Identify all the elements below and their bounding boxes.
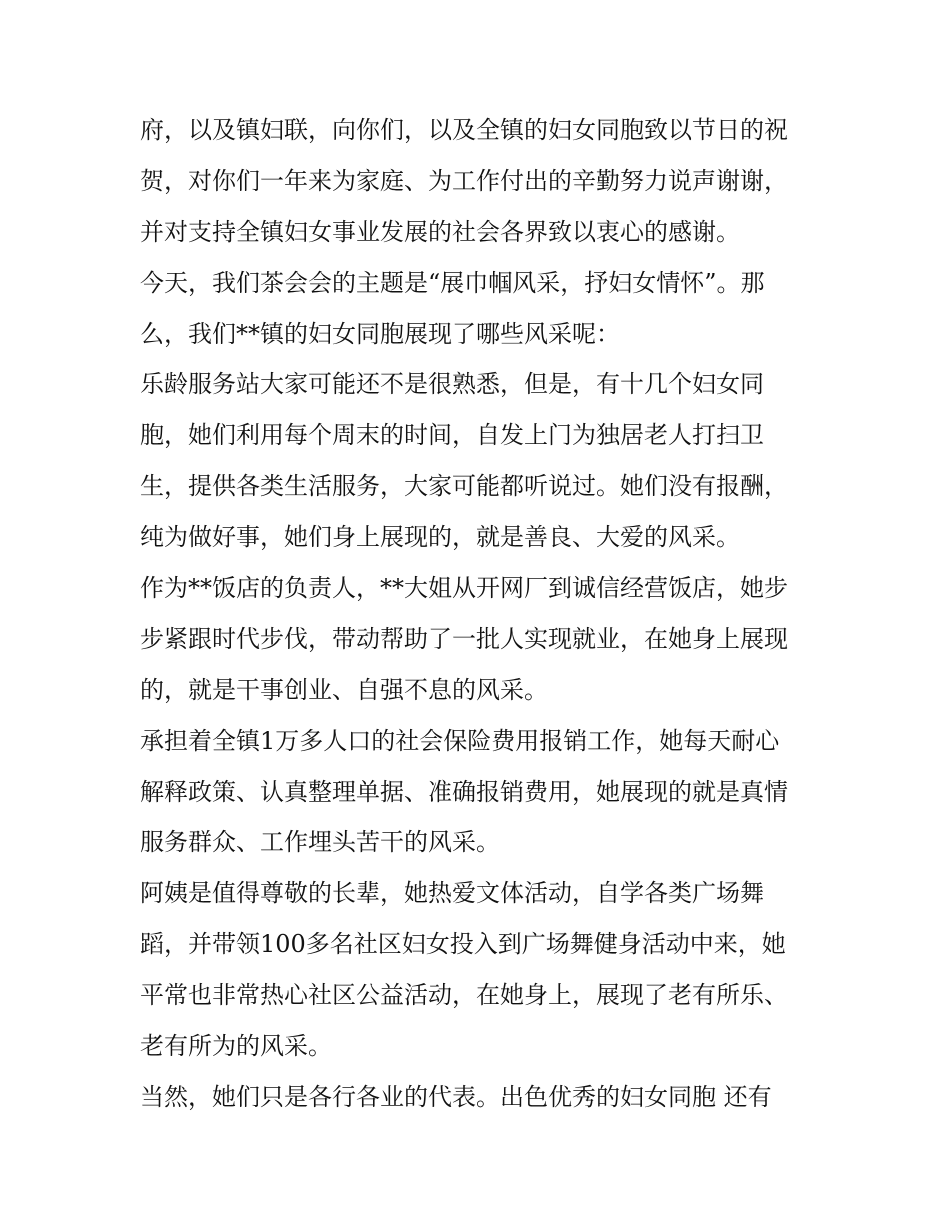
text-line: 贺，对你们一年来为家庭、为工作付出的辛勤努力说声谢谢， <box>140 166 788 195</box>
text-line: 生，提供各类生活服务，大家可能都听说过。她们没有报酬， <box>140 472 788 501</box>
text-line: 乐龄服务站大家可能还不是很熟悉，但是，有十几个妇女同 <box>140 370 764 399</box>
text-line: 承担着全镇1万多人口的社会保险费用报销工作，她每天耐心 <box>140 726 780 755</box>
text-line: 步紧跟时代步伐，带动帮助了一批人实现就业，在她身上展现 <box>140 624 788 653</box>
text-line: 并对支持全镇妇女事业发展的社会各界致以衷心的感谢。 <box>140 217 740 246</box>
text-line: 胞，她们利用每个周末的时间，自发上门为独居老人打扫卫 <box>140 421 764 450</box>
text-line: 服务群众、工作埋头苦干的风采。 <box>140 828 500 857</box>
text-line: 老有所为的风采。 <box>140 1032 332 1061</box>
text-line: 蹈，并带领100多名社区妇女投入到广场舞健身活动中来，她 <box>140 930 786 959</box>
text-line: 纯为做好事，她们身上展现的，就是善良、大爱的风采。 <box>140 523 740 552</box>
text-line: 阿姨是值得尊敬的长辈，她热爱文体活动，自学各类广场舞 <box>140 879 764 908</box>
document-body <box>140 105 820 1123</box>
text-line: 今天，我们茶会会的主题是“展巾帼风采，抒妇女情怀”。那 <box>140 268 765 297</box>
text-line: 的，就是干事创业、自强不息的风采。 <box>140 675 548 704</box>
text-line: 当然，她们只是各行各业的代表。出色优秀的妇女同胞 还有 <box>140 1082 772 1111</box>
text-line: 作为**饭店的负责人，**大姐从开网厂到诚信经营饭店，她步 <box>140 574 788 603</box>
text-line: 解释政策、认真整理单据、准确报销费用，她展现的就是真情 <box>140 777 788 806</box>
text-line: 么，我们**镇的妇女同胞展现了哪些风采呢： <box>140 319 620 348</box>
text-line: 平常也非常热心社区公益活动，在她身上，展现了老有所乐、 <box>140 981 788 1010</box>
text-line: 府，以及镇妇联，向你们，以及全镇的妇女同胞致以节日的祝 <box>140 116 788 144</box>
